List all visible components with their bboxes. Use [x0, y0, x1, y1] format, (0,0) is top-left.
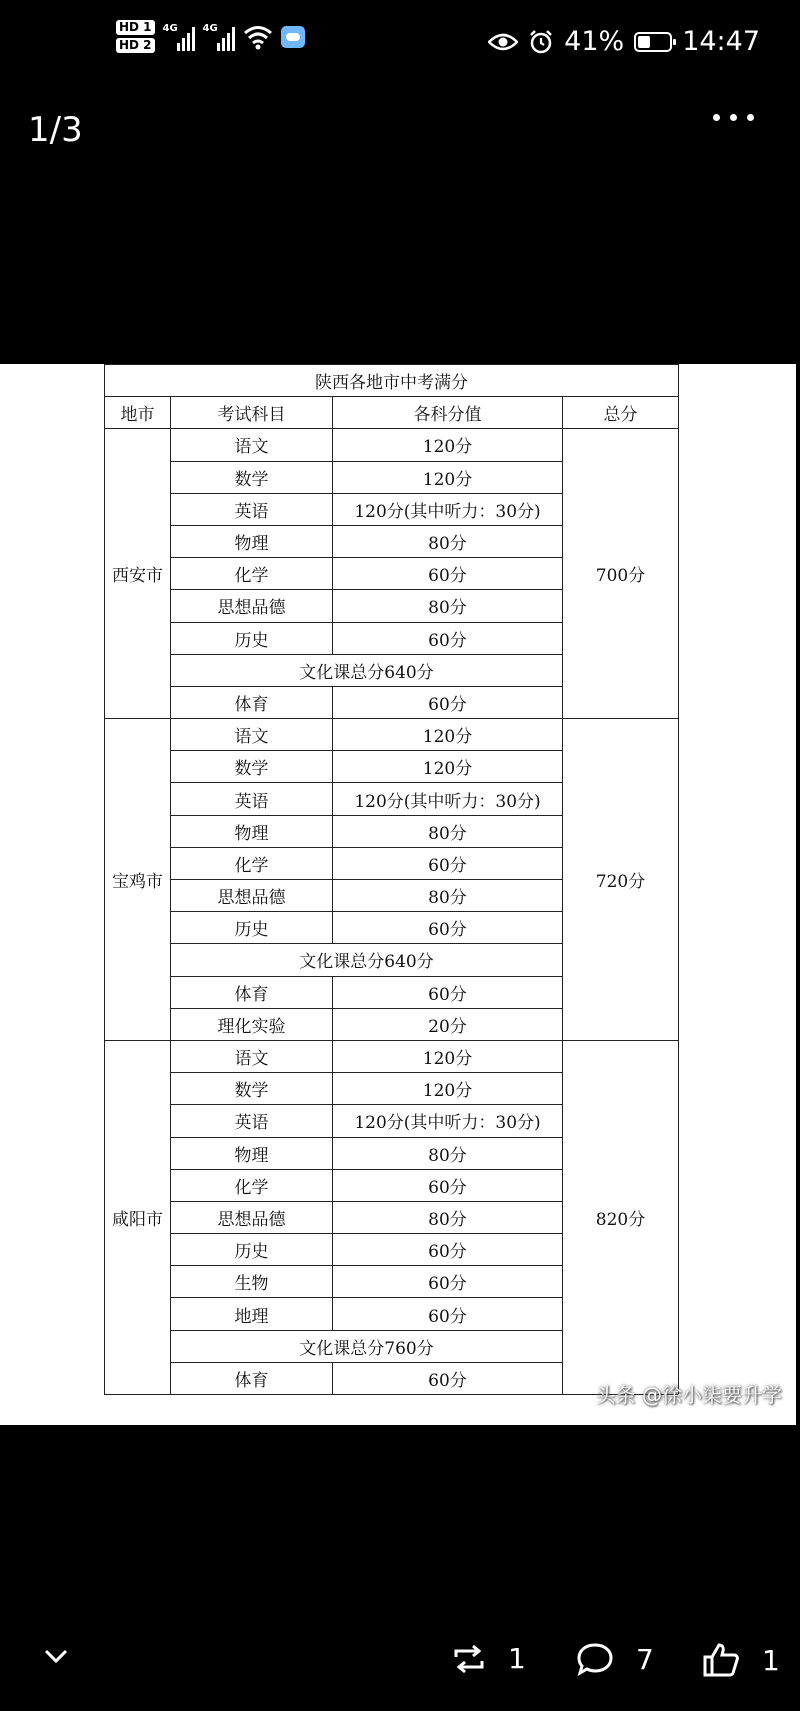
battery-fill — [638, 36, 650, 48]
network-label-2: 4G — [202, 22, 218, 34]
subject-cell: 语文 — [171, 719, 333, 751]
table-title-row — [105, 365, 679, 397]
subject-cell: 理化实验 — [171, 1008, 333, 1040]
subtotal-cell: 文化课总分640分 — [171, 944, 563, 976]
subject-cell: 历史 — [171, 912, 333, 944]
score-cell: 120分 — [333, 1040, 563, 1072]
score-cell: 60分 — [333, 622, 563, 654]
score-cell: 120分 — [333, 719, 563, 751]
subject-cell: 英语 — [171, 783, 333, 815]
table-row — [105, 719, 679, 751]
comment-button[interactable] — [576, 1642, 654, 1676]
status-left — [116, 20, 305, 53]
score-cell: 60分 — [333, 1298, 563, 1330]
subject-cell: 数学 — [171, 461, 333, 493]
subject-cell: 化学 — [171, 1169, 333, 1201]
score-cell: 80分 — [333, 880, 563, 912]
score-cell: 80分 — [333, 1201, 563, 1233]
subject-cell: 语文 — [171, 1040, 333, 1072]
subject-cell: 化学 — [171, 847, 333, 879]
subject-cell: 思想品德 — [171, 1201, 333, 1233]
score-cell: 60分 — [333, 976, 563, 1008]
like-count: 1 — [762, 1643, 780, 1677]
score-cell: 60分 — [333, 912, 563, 944]
repost-icon — [452, 1643, 486, 1675]
battery-percent: 41% — [564, 26, 625, 57]
chevron-down-icon[interactable] — [44, 1648, 68, 1664]
repost-button[interactable] — [452, 1642, 526, 1675]
subject-cell: 英语 — [171, 493, 333, 525]
city-name-cell: 宝鸡市 — [105, 719, 171, 1041]
column-header: 各科分值 — [333, 397, 563, 429]
hd-badge-1: HD 1 — [116, 20, 155, 35]
score-cell: 80分 — [333, 525, 563, 557]
bottom-bar — [0, 1620, 800, 1700]
network-label-1: 4G — [162, 22, 178, 34]
status-right — [488, 26, 760, 57]
comment-count: 7 — [636, 1642, 654, 1676]
city-name-cell: 西安市 — [105, 429, 171, 719]
subject-cell: 数学 — [171, 1073, 333, 1105]
hd-badges — [116, 20, 155, 53]
score-cell: 120分(其中听力：30分) — [333, 783, 563, 815]
subject-cell: 数学 — [171, 751, 333, 783]
battery-icon — [634, 32, 672, 52]
column-header: 地市 — [105, 397, 171, 429]
alarm-icon — [528, 29, 554, 55]
city-name-cell: 咸阳市 — [105, 1040, 171, 1394]
subject-cell: 体育 — [171, 976, 333, 1008]
score-cell: 120分 — [333, 461, 563, 493]
subject-cell: 体育 — [171, 686, 333, 718]
eye-icon — [488, 32, 518, 52]
subject-cell: 物理 — [171, 1137, 333, 1169]
total-score-cell: 700分 — [563, 429, 679, 719]
subject-cell: 体育 — [171, 1362, 333, 1394]
column-header: 总分 — [563, 397, 679, 429]
subtotal-cell: 文化课总分760分 — [171, 1330, 563, 1362]
score-cell: 60分 — [333, 686, 563, 718]
score-cell: 120分(其中听力：30分) — [333, 1105, 563, 1137]
total-score-cell: 720分 — [563, 719, 679, 1041]
watermark: 头条 @徐小柒要升学 — [595, 1383, 782, 1407]
subject-cell: 生物 — [171, 1266, 333, 1298]
column-header: 考试科目 — [171, 397, 333, 429]
comment-icon — [576, 1642, 614, 1676]
total-score-cell: 820分 — [563, 1040, 679, 1394]
score-cell: 60分 — [333, 558, 563, 590]
table-row — [105, 1040, 679, 1072]
subtotal-cell: 文化课总分640分 — [171, 654, 563, 686]
table-title: 陕西各地市中考满分 — [105, 365, 679, 397]
subject-cell: 物理 — [171, 525, 333, 557]
score-cell: 60分 — [333, 1266, 563, 1298]
subject-cell: 化学 — [171, 558, 333, 590]
score-cell: 80分 — [333, 1137, 563, 1169]
signal-icon-2 — [203, 23, 235, 51]
clock: 14:47 — [682, 26, 760, 57]
subject-cell: 物理 — [171, 815, 333, 847]
cloud-icon — [281, 26, 305, 48]
score-cell: 120分(其中听力：30分) — [333, 493, 563, 525]
status-bar — [0, 0, 800, 90]
score-cell: 60分 — [333, 847, 563, 879]
subject-cell: 语文 — [171, 429, 333, 461]
score-cell: 20分 — [333, 1008, 563, 1040]
score-cell: 120分 — [333, 751, 563, 783]
score-cell: 60分 — [333, 1234, 563, 1266]
repost-count: 1 — [508, 1642, 526, 1675]
image-counter: 1/3 — [28, 110, 83, 150]
score-cell: 80分 — [333, 815, 563, 847]
score-cell: 120分 — [333, 429, 563, 461]
like-button[interactable] — [702, 1642, 780, 1678]
image-content — [0, 364, 796, 1425]
more-icon[interactable] — [713, 114, 754, 121]
score-table — [104, 364, 679, 1395]
table-header-row — [105, 397, 679, 429]
score-cell: 80分 — [333, 590, 563, 622]
score-cell: 120分 — [333, 1073, 563, 1105]
score-table-body — [105, 365, 679, 1395]
subject-cell: 地理 — [171, 1298, 333, 1330]
thumbs-up-icon — [702, 1642, 740, 1678]
subject-cell: 思想品德 — [171, 590, 333, 622]
score-cell: 60分 — [333, 1362, 563, 1394]
subject-cell: 思想品德 — [171, 880, 333, 912]
subject-cell: 英语 — [171, 1105, 333, 1137]
signal-icon — [163, 23, 195, 51]
wifi-icon — [243, 24, 273, 50]
subject-cell: 历史 — [171, 622, 333, 654]
table-row — [105, 429, 679, 461]
subject-cell: 历史 — [171, 1234, 333, 1266]
score-cell: 60分 — [333, 1169, 563, 1201]
hd-badge-2: HD 2 — [116, 38, 155, 53]
